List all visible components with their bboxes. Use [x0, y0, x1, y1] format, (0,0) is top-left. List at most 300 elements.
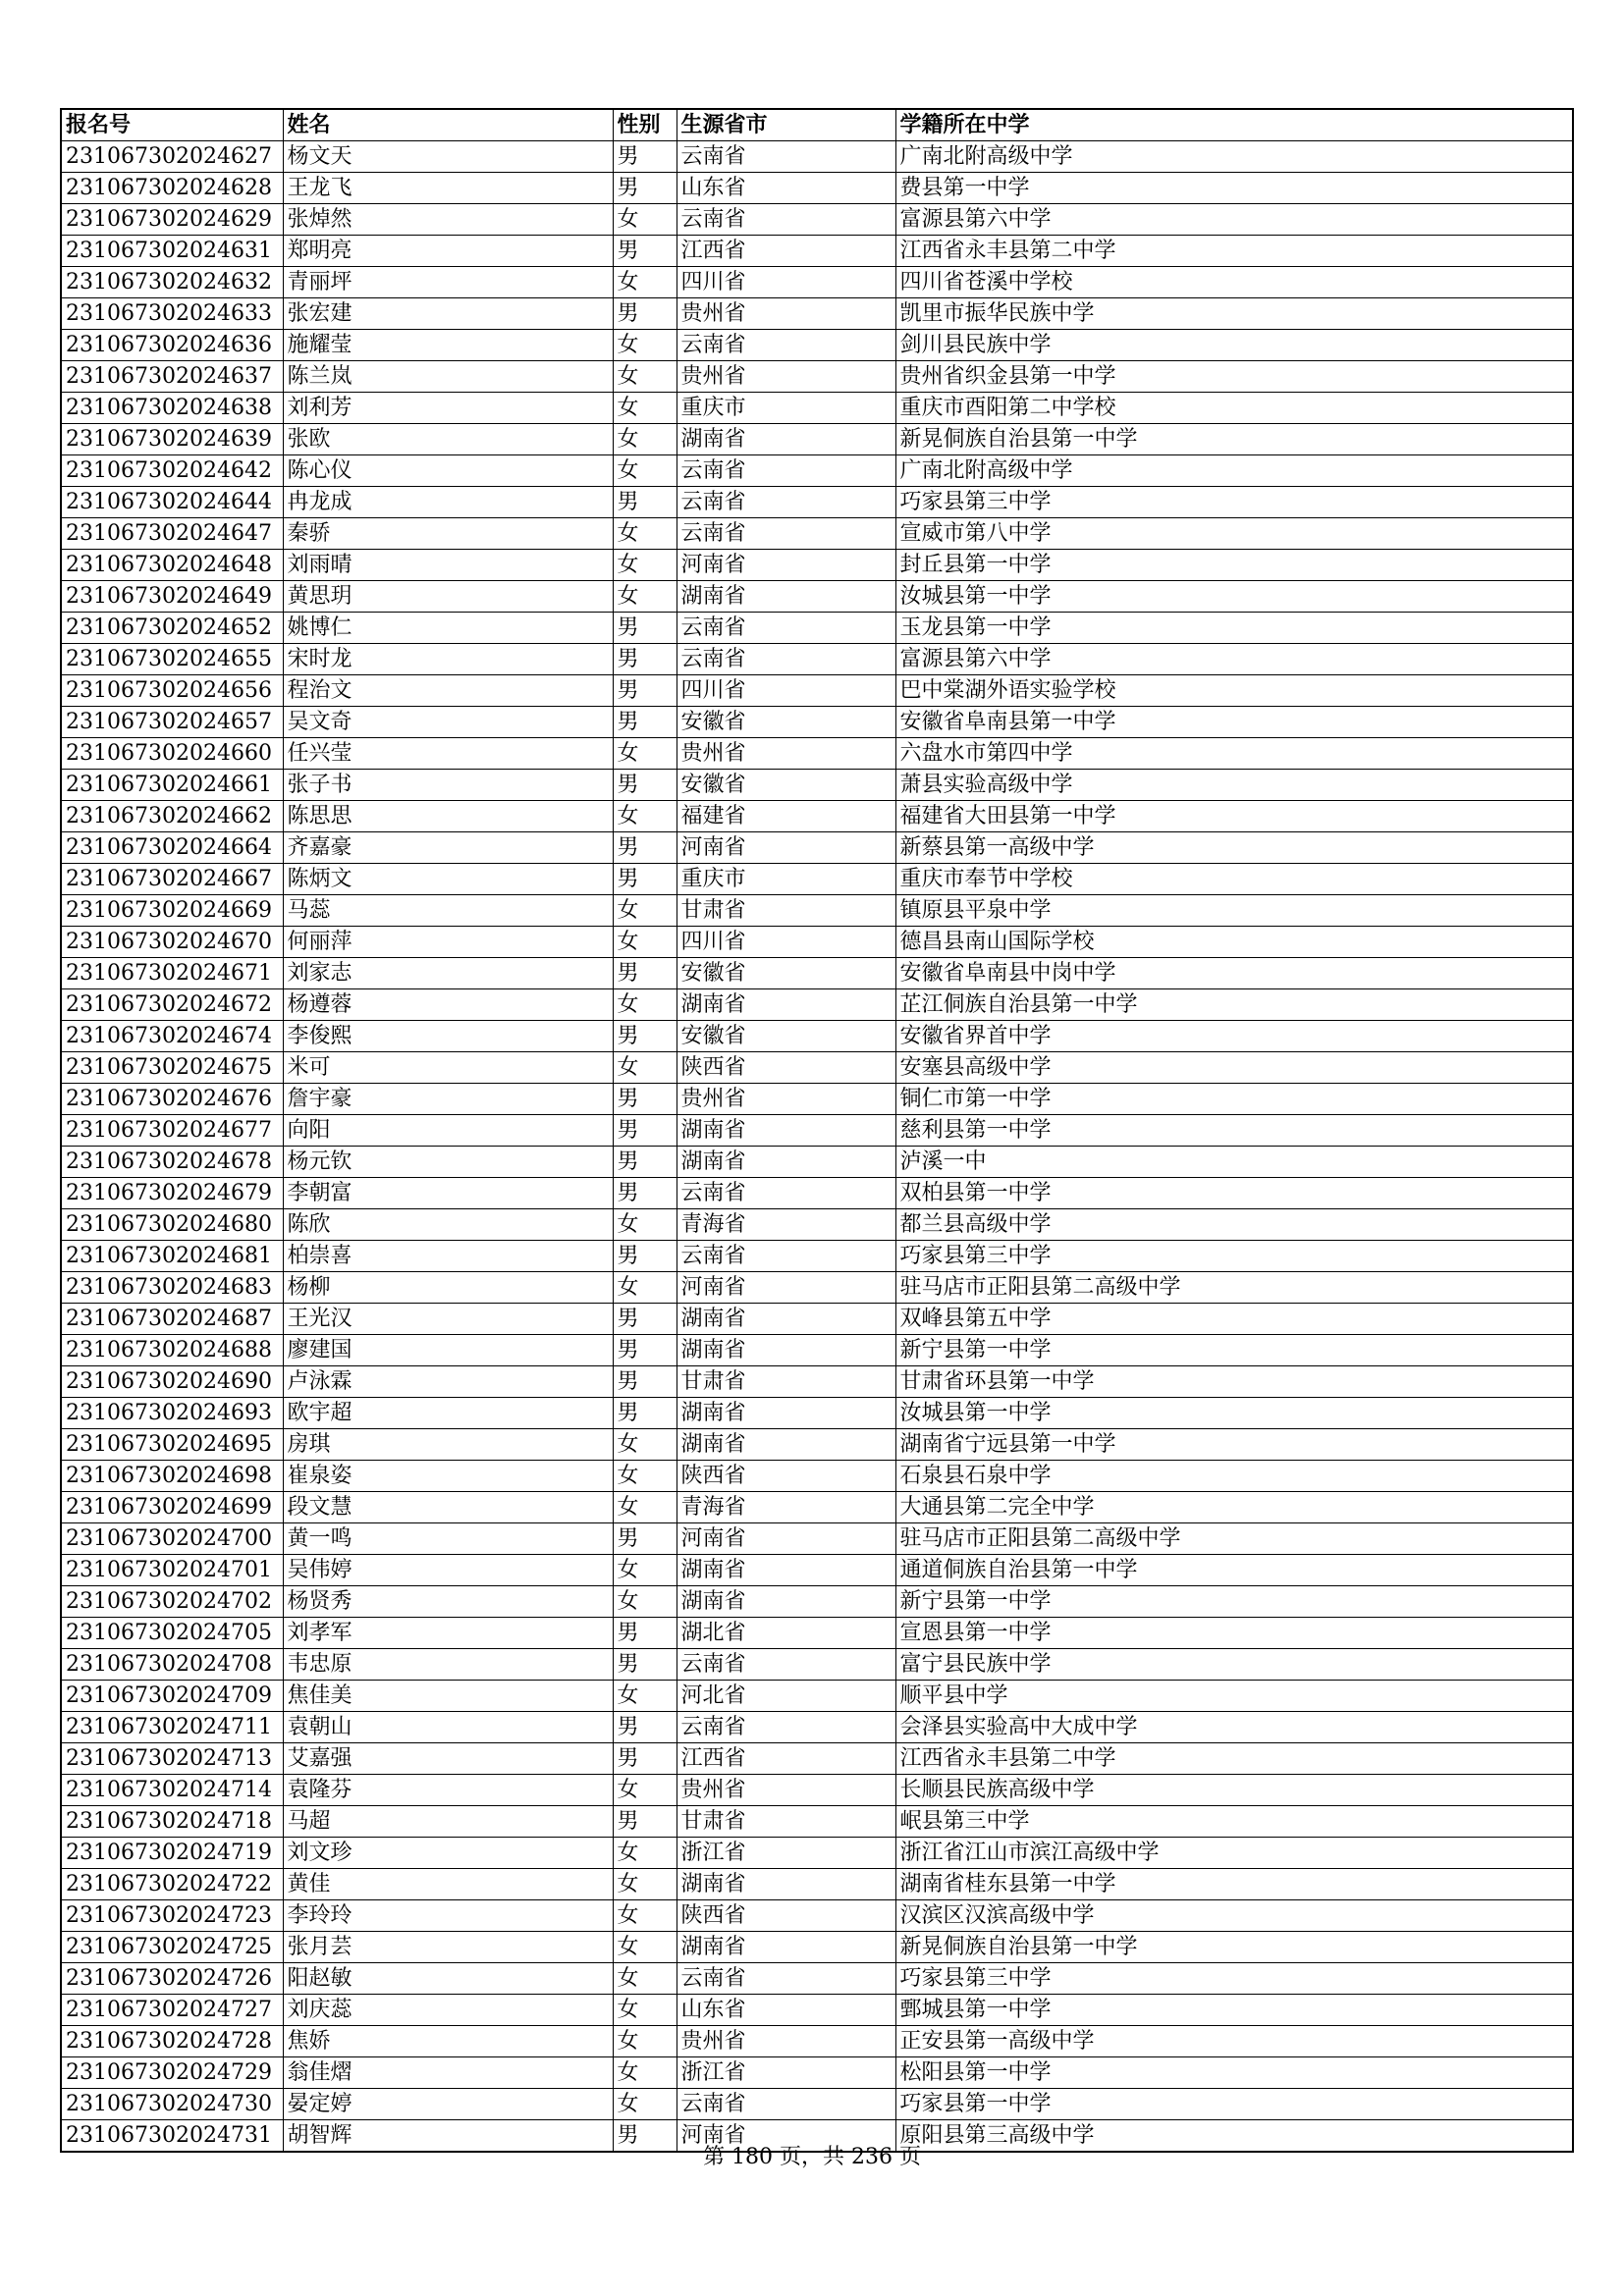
cell-gender: 女 [613, 361, 677, 393]
cell-registration-number: 231067302024631 [61, 236, 283, 267]
cell-high-school: 双峰县第五中学 [895, 1304, 1573, 1335]
cell-gender: 女 [613, 550, 677, 581]
cell-high-school: 封丘县第一中学 [895, 550, 1573, 581]
header-row [61, 109, 1573, 141]
table-row [61, 1209, 1573, 1241]
cell-source-province: 云南省 [677, 455, 895, 487]
cell-student-name: 刘孝军 [283, 1618, 613, 1649]
cell-registration-number: 231067302024699 [61, 1492, 283, 1523]
cell-source-province: 贵州省 [677, 361, 895, 393]
cell-registration-number: 231067302024677 [61, 1115, 283, 1147]
table-row [61, 1586, 1573, 1618]
cell-registration-number: 231067302024687 [61, 1304, 283, 1335]
cell-registration-number: 231067302024719 [61, 1838, 283, 1869]
cell-registration-number: 231067302024708 [61, 1649, 283, 1681]
cell-registration-number: 231067302024693 [61, 1398, 283, 1429]
cell-gender: 男 [613, 1523, 677, 1555]
cell-gender: 男 [613, 1115, 677, 1147]
cell-high-school: 重庆市奉节中学校 [895, 864, 1573, 895]
cell-high-school: 安徽省界首中学 [895, 1021, 1573, 1052]
cell-source-province: 云南省 [677, 2089, 895, 2120]
cell-source-province: 云南省 [677, 1178, 895, 1209]
cell-gender: 男 [613, 832, 677, 864]
cell-student-name: 李朝富 [283, 1178, 613, 1209]
cell-gender: 女 [613, 801, 677, 832]
cell-registration-number: 231067302024709 [61, 1681, 283, 1712]
cell-student-name: 吴伟婷 [283, 1555, 613, 1586]
cell-high-school: 江西省永丰县第二中学 [895, 1743, 1573, 1775]
cell-registration-number: 231067302024678 [61, 1147, 283, 1178]
cell-high-school: 富源县第六中学 [895, 204, 1573, 236]
cell-student-name: 刘雨晴 [283, 550, 613, 581]
cell-student-name: 陈心仪 [283, 455, 613, 487]
cell-high-school: 驻马店市正阳县第二高级中学 [895, 1523, 1573, 1555]
cell-source-province: 云南省 [677, 1649, 895, 1681]
cell-student-name: 杨遵蓉 [283, 989, 613, 1021]
table-row [61, 1869, 1573, 1900]
cell-source-province: 四川省 [677, 927, 895, 958]
cell-source-province: 重庆市 [677, 393, 895, 424]
cell-registration-number: 231067302024702 [61, 1586, 283, 1618]
cell-student-name: 刘家志 [283, 958, 613, 989]
cell-high-school: 宣威市第八中学 [895, 518, 1573, 550]
cell-registration-number: 231067302024676 [61, 1084, 283, 1115]
cell-gender: 女 [613, 1963, 677, 1995]
cell-gender: 男 [613, 1241, 677, 1272]
cell-gender: 男 [613, 1021, 677, 1052]
cell-student-name: 冉龙成 [283, 487, 613, 518]
cell-student-name: 吴文奇 [283, 707, 613, 738]
cell-source-province: 青海省 [677, 1209, 895, 1241]
cell-source-province: 云南省 [677, 1963, 895, 1995]
cell-gender: 女 [613, 738, 677, 770]
cell-registration-number: 231067302024674 [61, 1021, 283, 1052]
table-row [61, 989, 1573, 1021]
cell-high-school: 巴中棠湖外语实验学校 [895, 675, 1573, 707]
cell-student-name: 陈兰岚 [283, 361, 613, 393]
cell-source-province: 湖北省 [677, 1618, 895, 1649]
table-row [61, 1084, 1573, 1115]
cell-student-name: 马超 [283, 1806, 613, 1838]
cell-source-province: 湖南省 [677, 1304, 895, 1335]
cell-high-school: 安塞县高级中学 [895, 1052, 1573, 1084]
table-row [61, 1021, 1573, 1052]
cell-student-name: 袁隆芬 [283, 1775, 613, 1806]
cell-gender: 男 [613, 1649, 677, 1681]
cell-source-province: 安徽省 [677, 707, 895, 738]
cell-high-school: 通道侗族自治县第一中学 [895, 1555, 1573, 1586]
cell-high-school: 广南北附高级中学 [895, 455, 1573, 487]
cell-high-school: 会泽县实验高中大成中学 [895, 1712, 1573, 1743]
cell-student-name: 柏崇喜 [283, 1241, 613, 1272]
table-row [61, 675, 1573, 707]
cell-source-province: 贵州省 [677, 1775, 895, 1806]
table-row [61, 1681, 1573, 1712]
cell-student-name: 姚博仁 [283, 613, 613, 644]
cell-registration-number: 231067302024664 [61, 832, 283, 864]
cell-gender: 男 [613, 770, 677, 801]
table-row [61, 1429, 1573, 1461]
cell-registration-number: 231067302024669 [61, 895, 283, 927]
cell-student-name: 晏定婷 [283, 2089, 613, 2120]
cell-student-name: 秦骄 [283, 518, 613, 550]
cell-registration-number: 231067302024627 [61, 141, 283, 173]
table-row [61, 1806, 1573, 1838]
table-row [61, 1838, 1573, 1869]
cell-student-name: 程治文 [283, 675, 613, 707]
cell-student-name: 刘庆蕊 [283, 1995, 613, 2026]
column-header-student-name: 姓名 [283, 109, 613, 141]
cell-student-name: 陈炳文 [283, 864, 613, 895]
cell-high-school: 原阳县第三高级中学 [895, 2120, 1573, 2153]
table-body [61, 141, 1573, 2153]
cell-gender: 女 [613, 1586, 677, 1618]
cell-registration-number: 231067302024698 [61, 1461, 283, 1492]
cell-source-province: 湖南省 [677, 1586, 895, 1618]
cell-source-province: 湖南省 [677, 581, 895, 613]
cell-gender: 男 [613, 487, 677, 518]
cell-student-name: 黄思玥 [283, 581, 613, 613]
table-row [61, 487, 1573, 518]
cell-student-name: 张子书 [283, 770, 613, 801]
cell-gender: 女 [613, 1900, 677, 1932]
cell-student-name: 张月芸 [283, 1932, 613, 1963]
cell-source-province: 贵州省 [677, 738, 895, 770]
cell-high-school: 岷县第三中学 [895, 1806, 1573, 1838]
cell-gender: 男 [613, 1335, 677, 1366]
cell-gender: 女 [613, 927, 677, 958]
table-row [61, 1272, 1573, 1304]
cell-registration-number: 231067302024655 [61, 644, 283, 675]
cell-registration-number: 231067302024629 [61, 204, 283, 236]
cell-gender: 男 [613, 864, 677, 895]
cell-high-school: 长顺县民族高级中学 [895, 1775, 1573, 1806]
table-row [61, 1052, 1573, 1084]
cell-source-province: 贵州省 [677, 298, 895, 330]
cell-registration-number: 231067302024727 [61, 1995, 283, 2026]
cell-gender: 女 [613, 1995, 677, 2026]
cell-source-province: 云南省 [677, 644, 895, 675]
cell-high-school: 新晃侗族自治县第一中学 [895, 1932, 1573, 1963]
cell-registration-number: 231067302024647 [61, 518, 283, 550]
cell-source-province: 云南省 [677, 487, 895, 518]
cell-gender: 男 [613, 707, 677, 738]
cell-high-school: 新宁县第一中学 [895, 1586, 1573, 1618]
table-row [61, 1775, 1573, 1806]
cell-high-school: 驻马店市正阳县第二高级中学 [895, 1272, 1573, 1304]
cell-student-name: 胡智辉 [283, 2120, 613, 2153]
cell-gender: 男 [613, 675, 677, 707]
cell-registration-number: 231067302024662 [61, 801, 283, 832]
cell-student-name: 黄佳 [283, 1869, 613, 1900]
cell-student-name: 施耀莹 [283, 330, 613, 361]
cell-registration-number: 231067302024726 [61, 1963, 283, 1995]
table-row [61, 1963, 1573, 1995]
table-row [61, 1555, 1573, 1586]
cell-student-name: 向阳 [283, 1115, 613, 1147]
cell-high-school: 大通县第二完全中学 [895, 1492, 1573, 1523]
cell-high-school: 汝城县第一中学 [895, 1398, 1573, 1429]
cell-registration-number: 231067302024722 [61, 1869, 283, 1900]
cell-student-name: 张宏建 [283, 298, 613, 330]
cell-gender: 女 [613, 1932, 677, 1963]
cell-registration-number: 231067302024638 [61, 393, 283, 424]
cell-source-province: 河南省 [677, 1523, 895, 1555]
cell-source-province: 湖南省 [677, 424, 895, 455]
cell-registration-number: 231067302024695 [61, 1429, 283, 1461]
cell-student-name: 杨文天 [283, 141, 613, 173]
cell-high-school: 安徽省阜南县第一中学 [895, 707, 1573, 738]
cell-registration-number: 231067302024652 [61, 613, 283, 644]
cell-high-school: 巧家县第三中学 [895, 1963, 1573, 1995]
cell-gender: 女 [613, 267, 677, 298]
table-row [61, 770, 1573, 801]
table-row [61, 738, 1573, 770]
cell-high-school: 泸溪一中 [895, 1147, 1573, 1178]
cell-gender: 女 [613, 895, 677, 927]
cell-source-province: 陕西省 [677, 1900, 895, 1932]
cell-source-province: 贵州省 [677, 2026, 895, 2057]
cell-high-school: 四川省苍溪中学校 [895, 267, 1573, 298]
cell-registration-number: 231067302024657 [61, 707, 283, 738]
cell-gender: 女 [613, 1461, 677, 1492]
cell-high-school: 甘肃省环县第一中学 [895, 1366, 1573, 1398]
cell-registration-number: 231067302024649 [61, 581, 283, 613]
cell-source-province: 陕西省 [677, 1461, 895, 1492]
cell-student-name: 李俊熙 [283, 1021, 613, 1052]
table-row [61, 864, 1573, 895]
cell-high-school: 重庆市酉阳第二中学校 [895, 393, 1573, 424]
table-row [61, 1523, 1573, 1555]
cell-high-school: 镇原县平泉中学 [895, 895, 1573, 927]
table-row [61, 1147, 1573, 1178]
cell-gender: 男 [613, 173, 677, 204]
table-row [61, 1492, 1573, 1523]
cell-source-province: 安徽省 [677, 1021, 895, 1052]
cell-gender: 男 [613, 644, 677, 675]
table-row [61, 1335, 1573, 1366]
cell-registration-number: 231067302024656 [61, 675, 283, 707]
cell-high-school: 广南北附高级中学 [895, 141, 1573, 173]
cell-registration-number: 231067302024725 [61, 1932, 283, 1963]
cell-high-school: 安徽省阜南县中岗中学 [895, 958, 1573, 989]
cell-registration-number: 231067302024675 [61, 1052, 283, 1084]
cell-student-name: 廖建国 [283, 1335, 613, 1366]
cell-gender: 女 [613, 424, 677, 455]
cell-source-province: 四川省 [677, 675, 895, 707]
cell-registration-number: 231067302024642 [61, 455, 283, 487]
table-row [61, 581, 1573, 613]
cell-student-name: 马蕊 [283, 895, 613, 927]
cell-gender: 男 [613, 1712, 677, 1743]
cell-registration-number: 231067302024670 [61, 927, 283, 958]
cell-registration-number: 231067302024671 [61, 958, 283, 989]
cell-high-school: 巧家县第一中学 [895, 2089, 1573, 2120]
cell-registration-number: 231067302024683 [61, 1272, 283, 1304]
cell-registration-number: 231067302024723 [61, 1900, 283, 1932]
cell-registration-number: 231067302024644 [61, 487, 283, 518]
table-row [61, 2057, 1573, 2089]
cell-registration-number: 231067302024679 [61, 1178, 283, 1209]
cell-source-province: 重庆市 [677, 864, 895, 895]
cell-gender: 男 [613, 141, 677, 173]
cell-student-name: 房琪 [283, 1429, 613, 1461]
table-row [61, 141, 1573, 173]
cell-registration-number: 231067302024700 [61, 1523, 283, 1555]
table-row [61, 204, 1573, 236]
cell-source-province: 江西省 [677, 236, 895, 267]
cell-high-school: 鄄城县第一中学 [895, 1995, 1573, 2026]
cell-high-school: 剑川县民族中学 [895, 330, 1573, 361]
cell-high-school: 江西省永丰县第二中学 [895, 236, 1573, 267]
cell-source-province: 湖南省 [677, 1869, 895, 1900]
cell-high-school: 六盘水市第四中学 [895, 738, 1573, 770]
cell-gender: 女 [613, 2089, 677, 2120]
admission-list-table [60, 108, 1574, 2153]
cell-registration-number: 231067302024690 [61, 1366, 283, 1398]
table-row [61, 236, 1573, 267]
cell-source-province: 云南省 [677, 204, 895, 236]
cell-source-province: 云南省 [677, 1241, 895, 1272]
cell-registration-number: 231067302024633 [61, 298, 283, 330]
cell-source-province: 安徽省 [677, 958, 895, 989]
table-row [61, 1398, 1573, 1429]
cell-gender: 男 [613, 1743, 677, 1775]
cell-high-school: 巧家县第三中学 [895, 487, 1573, 518]
table-row [61, 958, 1573, 989]
cell-source-province: 浙江省 [677, 2057, 895, 2089]
cell-source-province: 甘肃省 [677, 1366, 895, 1398]
cell-student-name: 陈思思 [283, 801, 613, 832]
cell-source-province: 河南省 [677, 832, 895, 864]
cell-student-name: 青丽坪 [283, 267, 613, 298]
cell-registration-number: 231067302024730 [61, 2089, 283, 2120]
cell-gender: 女 [613, 393, 677, 424]
cell-high-school: 都兰县高级中学 [895, 1209, 1573, 1241]
cell-source-province: 湖南省 [677, 1335, 895, 1366]
cell-high-school: 贵州省织金县第一中学 [895, 361, 1573, 393]
cell-source-province: 湖南省 [677, 1147, 895, 1178]
cell-source-province: 浙江省 [677, 1838, 895, 1869]
cell-high-school: 富源县第六中学 [895, 644, 1573, 675]
cell-student-name: 张焯然 [283, 204, 613, 236]
cell-high-school: 新宁县第一中学 [895, 1335, 1573, 1366]
cell-student-name: 陈欣 [283, 1209, 613, 1241]
cell-source-province: 云南省 [677, 518, 895, 550]
cell-gender: 男 [613, 958, 677, 989]
cell-registration-number: 231067302024672 [61, 989, 283, 1021]
cell-registration-number: 231067302024637 [61, 361, 283, 393]
cell-high-school: 新蔡县第一高级中学 [895, 832, 1573, 864]
table-row [61, 1900, 1573, 1932]
table-row [61, 1618, 1573, 1649]
cell-student-name: 杨柳 [283, 1272, 613, 1304]
cell-gender: 女 [613, 2026, 677, 2057]
cell-gender: 女 [613, 1838, 677, 1869]
cell-gender: 男 [613, 236, 677, 267]
table-row [61, 518, 1573, 550]
table-row [61, 1995, 1573, 2026]
cell-student-name: 齐嘉豪 [283, 832, 613, 864]
column-header-registration-number: 报名号 [61, 109, 283, 141]
cell-gender: 女 [613, 1681, 677, 1712]
cell-student-name: 刘文珍 [283, 1838, 613, 1869]
cell-registration-number: 231067302024731 [61, 2120, 283, 2153]
cell-gender: 女 [613, 1555, 677, 1586]
cell-registration-number: 231067302024714 [61, 1775, 283, 1806]
table-row [61, 455, 1573, 487]
table-row [61, 2026, 1573, 2057]
cell-gender: 男 [613, 613, 677, 644]
cell-gender: 女 [613, 1775, 677, 1806]
cell-high-school: 芷江侗族自治县第一中学 [895, 989, 1573, 1021]
cell-source-province: 福建省 [677, 801, 895, 832]
cell-gender: 女 [613, 1869, 677, 1900]
column-header-source-province: 生源省市 [677, 109, 895, 141]
cell-registration-number: 231067302024660 [61, 738, 283, 770]
cell-gender: 男 [613, 1366, 677, 1398]
cell-high-school: 费县第一中学 [895, 173, 1573, 204]
cell-source-province: 山东省 [677, 173, 895, 204]
cell-registration-number: 231067302024728 [61, 2026, 283, 2057]
table-row [61, 832, 1573, 864]
table-row [61, 2089, 1573, 2120]
cell-source-province: 河南省 [677, 1272, 895, 1304]
table-row [61, 173, 1573, 204]
cell-source-province: 陕西省 [677, 1052, 895, 1084]
cell-source-province: 湖南省 [677, 989, 895, 1021]
column-header-gender: 性别 [613, 109, 677, 141]
cell-high-school: 慈利县第一中学 [895, 1115, 1573, 1147]
table-row [61, 330, 1573, 361]
cell-high-school: 凯里市振华民族中学 [895, 298, 1573, 330]
cell-source-province: 湖南省 [677, 1429, 895, 1461]
cell-student-name: 郑明亮 [283, 236, 613, 267]
cell-source-province: 云南省 [677, 141, 895, 173]
table-row [61, 1241, 1573, 1272]
cell-student-name: 杨贤秀 [283, 1586, 613, 1618]
cell-high-school: 福建省大田县第一中学 [895, 801, 1573, 832]
column-header-high-school: 学籍所在中学 [895, 109, 1573, 141]
cell-student-name: 焦娇 [283, 2026, 613, 2057]
cell-registration-number: 231067302024632 [61, 267, 283, 298]
table-row [61, 424, 1573, 455]
cell-gender: 男 [613, 1147, 677, 1178]
cell-student-name: 任兴莹 [283, 738, 613, 770]
cell-gender: 女 [613, 204, 677, 236]
cell-registration-number: 231067302024718 [61, 1806, 283, 1838]
cell-registration-number: 231067302024667 [61, 864, 283, 895]
cell-high-school: 汝城县第一中学 [895, 581, 1573, 613]
cell-student-name: 王光汉 [283, 1304, 613, 1335]
cell-high-school: 浙江省江山市滨江高级中学 [895, 1838, 1573, 1869]
cell-high-school: 新晃侗族自治县第一中学 [895, 424, 1573, 455]
cell-gender: 男 [613, 1398, 677, 1429]
cell-student-name: 黄一鸣 [283, 1523, 613, 1555]
cell-source-province: 甘肃省 [677, 1806, 895, 1838]
cell-gender: 女 [613, 1272, 677, 1304]
table-row [61, 1712, 1573, 1743]
cell-student-name: 刘利芳 [283, 393, 613, 424]
cell-source-province: 湖南省 [677, 1555, 895, 1586]
table-row [61, 895, 1573, 927]
cell-registration-number: 231067302024648 [61, 550, 283, 581]
cell-registration-number: 231067302024705 [61, 1618, 283, 1649]
cell-gender: 女 [613, 455, 677, 487]
cell-gender: 女 [613, 1209, 677, 1241]
table-row [61, 1649, 1573, 1681]
cell-source-province: 湖南省 [677, 1115, 895, 1147]
